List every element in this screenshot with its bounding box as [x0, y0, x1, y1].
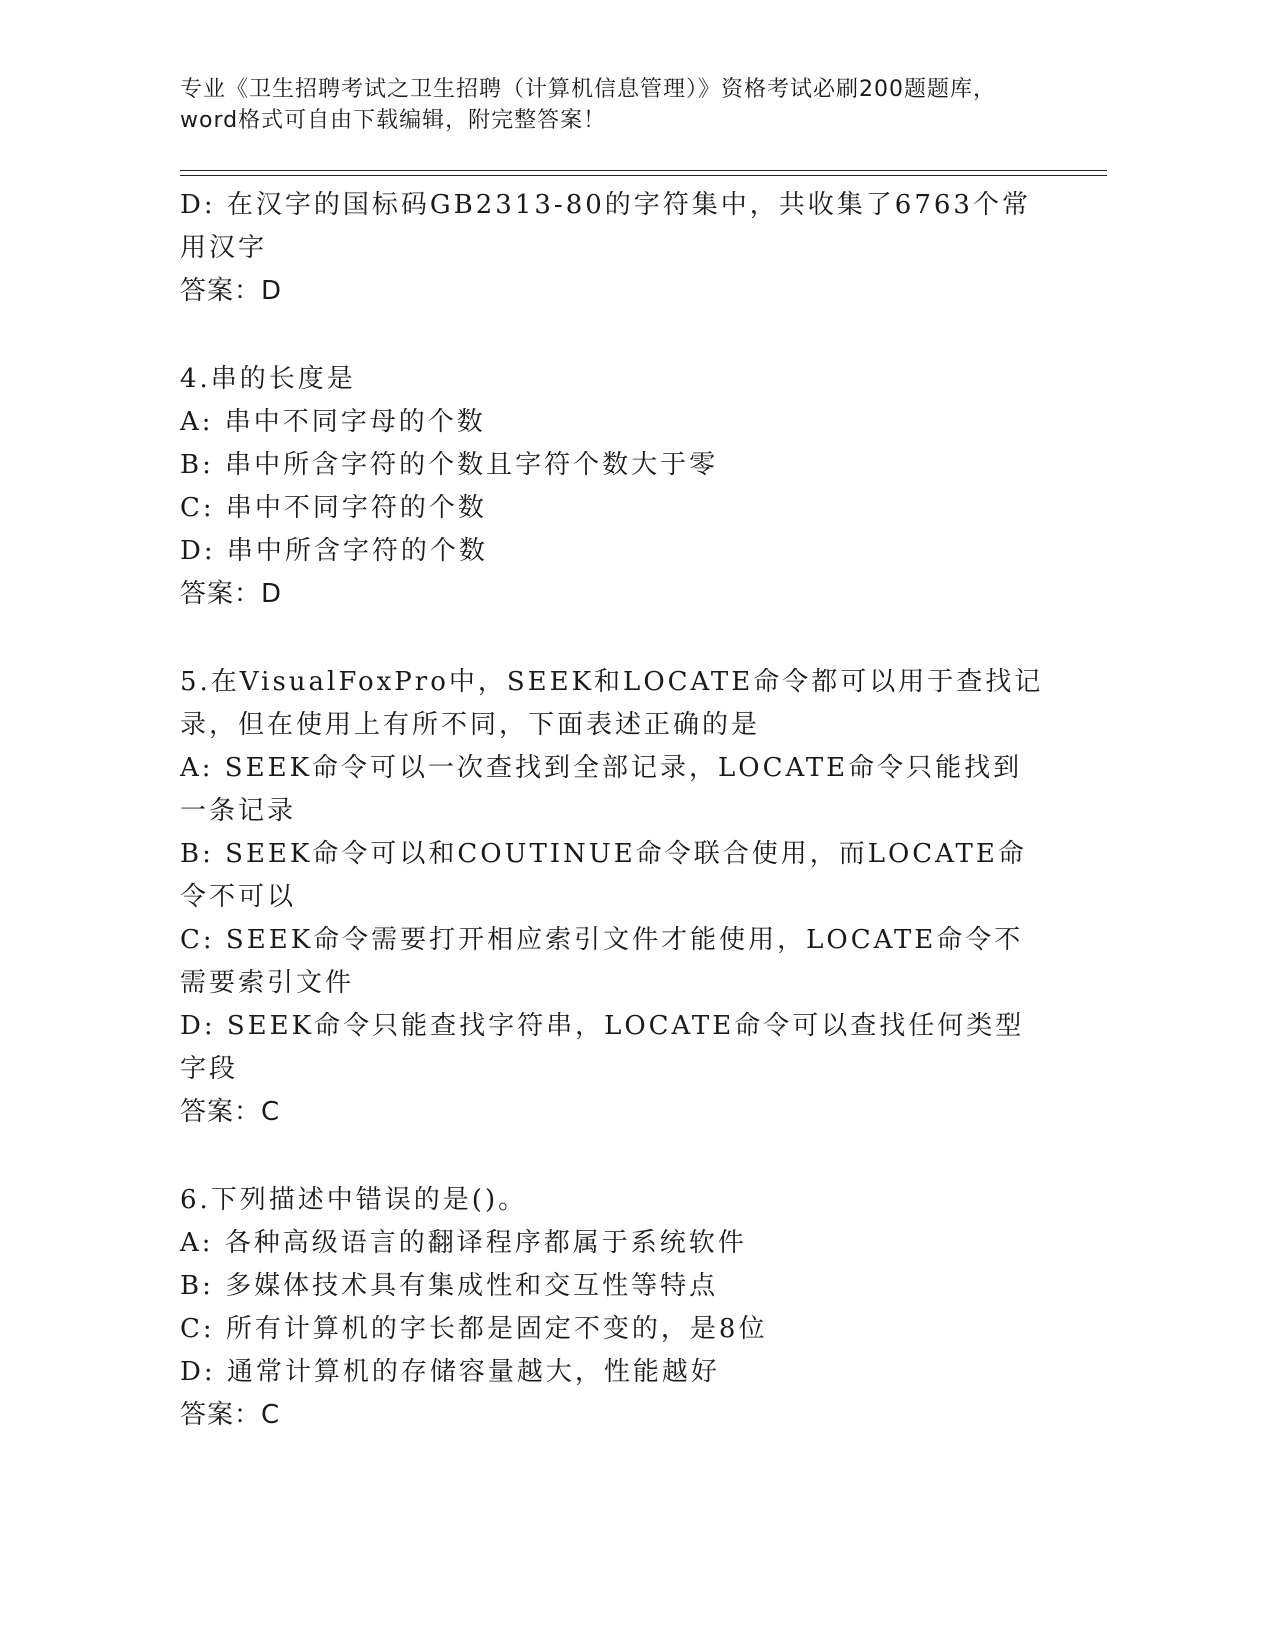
q4-option-a: A: 串中不同字母的个数: [180, 407, 486, 437]
question-list: [180, 184, 1050, 1437]
question-6: [180, 1179, 1050, 1437]
q6-option-b: B: 多媒体技术具有集成性和交互性等特点: [180, 1271, 719, 1301]
q4-answer: 答案：D: [180, 579, 283, 609]
q3-answer: 答案：D: [180, 276, 283, 306]
question-3-tail: [180, 184, 1050, 313]
q6-question: 6.下列描述中错误的是()。: [180, 1185, 528, 1215]
q3-option-d: D: 在汉字的国标码GB2313-80的字符集中，共收集了6763个常用汉字: [180, 190, 1031, 263]
header-line-1: 专业《卫生招聘考试之卫生招聘（计算机信息管理）》资格考试必刷200题题库，: [180, 77, 996, 102]
spacer: [180, 1134, 1050, 1179]
q6-option-a: A: 各种高级语言的翻译程序都属于系统软件: [180, 1228, 747, 1258]
question-5: [180, 661, 1050, 1134]
q6-answer: 答案：C: [180, 1400, 281, 1430]
spacer: [180, 616, 1050, 661]
q4-question: 4.串的长度是: [180, 364, 356, 394]
q5-option-a: A: SEEK命令可以一次查找到全部记录，LOCATE命令只能找到一条记录: [180, 753, 1023, 826]
spacer: [180, 313, 1050, 358]
q5-answer: 答案：C: [180, 1097, 281, 1127]
q4-option-c: C: 串中不同字符的个数: [180, 493, 487, 523]
q5-option-d: D: SEEK命令只能查找字符串，LOCATE命令可以查找任何类型字段: [180, 1011, 1025, 1084]
q4-option-b: B: 串中所含字符的个数且字符个数大于零: [180, 450, 719, 480]
header-divider-bottom: [180, 175, 1107, 176]
header-line-2: word格式可自由下载编辑，附完整答案！: [180, 108, 607, 133]
q5-option-c: C: SEEK命令需要打开相应索引文件才能使用，LOCATE命令不需要索引文件: [180, 925, 1024, 998]
q5-question: 5.在VisualFoxPro中，SEEK和LOCATE命令都可以用于查找记录，但在使用上有所不同，下面表述正确的是: [180, 667, 1044, 740]
q6-option-d: D: 通常计算机的存储容量越大，性能越好: [180, 1357, 720, 1387]
document-header: [180, 74, 1080, 136]
q4-option-d: D: 串中所含字符的个数: [180, 536, 488, 566]
q5-option-b: B: SEEK命令可以和COUTINUE命令联合使用，而LOCATE命令不可以: [180, 839, 1027, 912]
q6-option-c: C: 所有计算机的字长都是固定不变的，是8位: [180, 1314, 768, 1344]
header-divider-top: [180, 170, 1107, 171]
question-4: [180, 358, 1050, 616]
